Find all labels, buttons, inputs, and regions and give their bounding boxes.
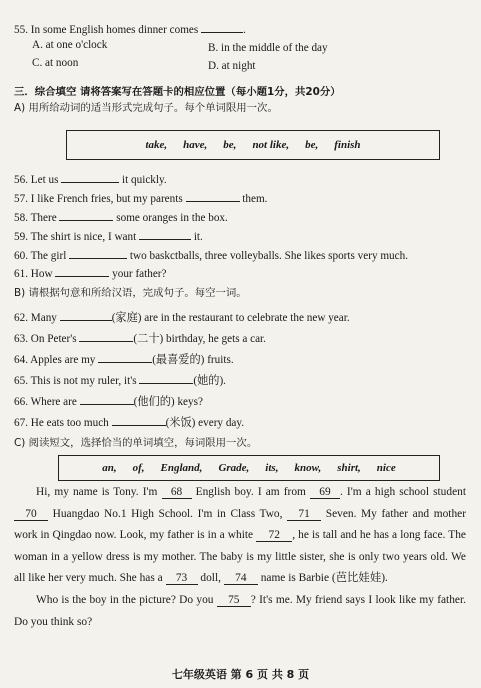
word-option: shirt, xyxy=(337,462,361,474)
word-option: its, xyxy=(265,462,279,474)
q64: 64. Apples are my (最喜爱的) fruits. xyxy=(14,354,234,366)
word-option: have, xyxy=(183,139,208,151)
word-option: finish xyxy=(334,139,361,151)
q66: 66. Where are (他们的) keys? xyxy=(14,396,203,408)
page-footer: 七年级英语 第 6 页 共 8 页 xyxy=(171,668,310,681)
answer-blank-69[interactable]: 69 xyxy=(310,486,340,499)
passage: Hi, my name is Tony. I'm 68 English boy. I am from 69 . I'm a high school student 70 Huangdao No.1 High School. I'm in Class Two, 71 Seven. My father and mother work in Qingdao now. Look, my father is in a white 72 , he is tall and he has a long face. The woman in a yellow dress is my mother. The baby is my little sister, she is only two years old. We all like her very much. She has a 73 doll, 74 name is Barbie (芭比娃娃). Who is the boy in the picture? Do you 75 ? It's me. My friend says I look like my father. Do you think so? xyxy=(14,486,466,628)
answer-blank[interactable] xyxy=(79,331,133,342)
q61: 61. How your father? xyxy=(14,268,167,280)
answer-blank[interactable] xyxy=(59,210,113,221)
answer-blank-72[interactable]: 72 xyxy=(256,529,292,542)
answer-blank-70[interactable]: 70 xyxy=(14,508,48,521)
part-c-instruction: C) 阅读短文，选择恰当的单词填空，每词限用一次。 xyxy=(14,437,258,449)
word-option: not like, xyxy=(252,139,290,151)
answer-blank[interactable] xyxy=(139,229,191,240)
answer-blank[interactable] xyxy=(201,22,243,33)
q55-option-a: A. at one o'clock xyxy=(32,39,108,51)
q55-option-c: C. at noon xyxy=(32,57,79,69)
q56: 56. Let us it quickly. xyxy=(14,174,167,186)
q58: 58. There some oranges in the box. xyxy=(14,212,228,224)
answer-blank[interactable] xyxy=(112,415,166,426)
word-bank-a xyxy=(66,130,440,160)
answer-blank-68[interactable]: 68 xyxy=(162,486,192,499)
word-option: an, xyxy=(102,462,117,474)
word-option: know, xyxy=(294,462,322,474)
q55-option-b: B. in the middle of the day xyxy=(208,42,328,54)
q55-option-d: D. at night xyxy=(208,60,256,72)
q60: 60. The girl two baskctballs, three volleyballs. She likes sports very much. xyxy=(14,250,408,262)
word-option: Grade, xyxy=(218,462,250,474)
answer-blank[interactable] xyxy=(55,266,109,277)
answer-blank[interactable] xyxy=(98,352,152,363)
q62: 62. Many (家庭) are in the restaurant to celebrate the new year. xyxy=(14,312,350,324)
answer-blank[interactable] xyxy=(80,394,134,405)
q57: 57. I like French fries, but my parents them. xyxy=(14,193,268,205)
answer-blank-73[interactable]: 73 xyxy=(166,572,198,585)
q55-stem: 55. In some English homes dinner comes . xyxy=(14,24,246,36)
word-option: be, xyxy=(305,139,319,151)
answer-blank[interactable] xyxy=(60,310,112,321)
answer-blank[interactable] xyxy=(61,172,119,183)
word-option: be, xyxy=(223,139,237,151)
answer-blank-75[interactable]: 75 xyxy=(217,594,251,607)
answer-blank[interactable] xyxy=(139,373,193,384)
part-b-instruction: B) 请根据句意和所给汉语，完成句子。每空一词。 xyxy=(14,287,247,299)
answer-blank-74[interactable]: 74 xyxy=(224,572,258,585)
q59: 59. The shirt is nice, I want it. xyxy=(14,231,203,243)
word-bank-c xyxy=(58,455,440,481)
word-option: nice xyxy=(376,462,396,474)
q67: 67. He eats too much (米饭) every day. xyxy=(14,417,245,429)
answer-blank[interactable] xyxy=(186,191,240,202)
answer-blank-71[interactable]: 71 xyxy=(287,508,321,521)
q65: 65. This is not my ruler, it's (她的). xyxy=(14,375,226,387)
part-a-instruction: A) 用所给动词的适当形式完成句子。每个单词限用一次。 xyxy=(14,102,278,114)
section-title: 三．综合填空 请将答案写在答题卡的相应位置（每小题1分，共20分） xyxy=(14,86,341,98)
word-option: England, xyxy=(160,462,203,474)
word-option: of, xyxy=(132,462,145,474)
word-option: take, xyxy=(145,139,168,151)
q63: 63. On Peter's (二十) birthday, he gets a car. xyxy=(14,333,266,345)
answer-blank[interactable] xyxy=(69,248,127,259)
